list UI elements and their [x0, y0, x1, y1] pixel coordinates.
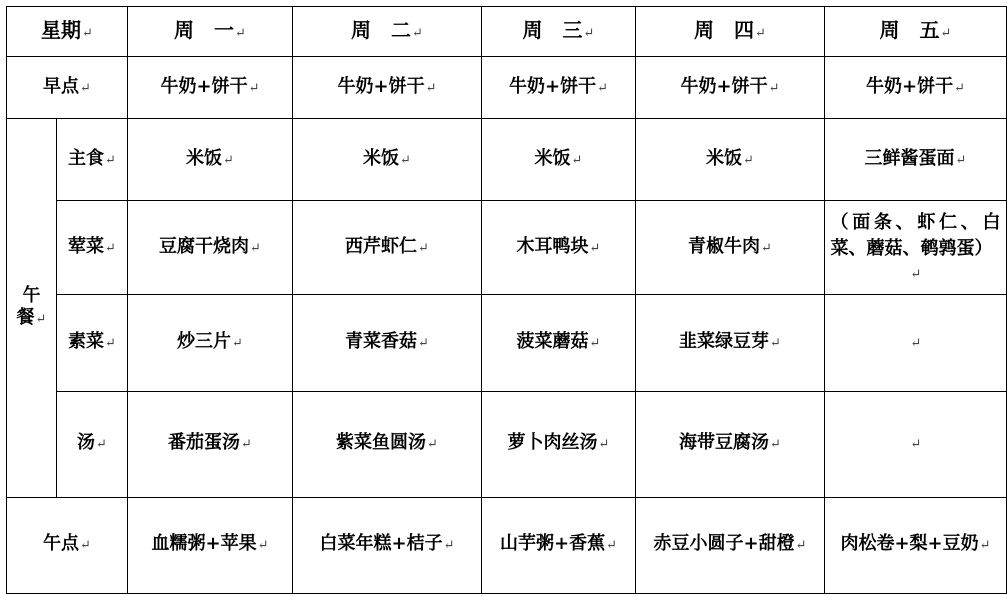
meat-cell: 木耳鸭块↵	[482, 201, 636, 295]
breakfast-row	[7, 57, 1007, 119]
lunch-veg-row	[7, 295, 1007, 391]
snack-cell: 白菜年糕+桔子↵	[293, 497, 482, 593]
soup-cell: 番茄蛋汤↵	[128, 391, 293, 497]
lunch-soup-row	[7, 391, 1007, 497]
day-header-fri: 周 五↵	[825, 7, 1007, 57]
snack-cell: 血糯粥+苹果↵	[128, 497, 293, 593]
day-header-tue: 周 二↵	[293, 7, 482, 57]
meat-label: 荤菜↵	[57, 201, 128, 295]
soup-label: 汤↵	[57, 391, 128, 497]
snack-label: 午点↵	[7, 497, 128, 593]
header-row	[7, 7, 1007, 57]
meat-cell: 西芹虾仁↵	[293, 201, 482, 295]
meat-cell-noodle-note: （面条、虾仁、白菜、蘑菇、鹌鹑蛋）↵	[825, 201, 1007, 295]
veg-label: 素菜↵	[57, 295, 128, 391]
breakfast-cell: 牛奶+饼干↵	[128, 57, 293, 119]
soup-cell: 紫菜鱼圆汤↵	[293, 391, 482, 497]
meat-cell: 豆腐干烧肉↵	[128, 201, 293, 295]
veg-cell: 菠菜蘑菇↵	[482, 295, 636, 391]
day-header-label: 星期↵	[7, 7, 128, 57]
veg-cell: 炒三片↵	[128, 295, 293, 391]
soup-cell: 海带豆腐汤↵	[636, 391, 825, 497]
snack-cell: 肉松卷+梨+豆奶↵	[825, 497, 1007, 593]
noodle-ingredients: （面条、虾仁、白菜、蘑菇、鹌鹑蛋）	[830, 211, 1001, 259]
staple-cell: 米饭↵	[293, 119, 482, 201]
breakfast-cell: 牛奶+饼干↵	[482, 57, 636, 119]
soup-cell: 萝卜肉丝汤↵	[482, 391, 636, 497]
snack-cell: 赤豆小圆子+甜橙↵	[636, 497, 825, 593]
breakfast-label: 早点↵	[7, 57, 128, 119]
lunch-staple-row	[7, 119, 1007, 201]
veg-cell: 韭菜绿豆芽↵	[636, 295, 825, 391]
breakfast-cell: 牛奶+饼干↵	[636, 57, 825, 119]
snack-cell: 山芋粥+香蕉↵	[482, 497, 636, 593]
breakfast-cell: 牛奶+饼干↵	[293, 57, 482, 119]
veg-cell: 青菜香菇↵	[293, 295, 482, 391]
staple-cell: 米饭↵	[482, 119, 636, 201]
weekly-menu-table	[6, 6, 1007, 594]
staple-cell: 三鲜酱蛋面↵	[825, 119, 1007, 201]
staple-cell: 米饭↵	[636, 119, 825, 201]
snack-row	[7, 497, 1007, 593]
meat-cell: 青椒牛肉↵	[636, 201, 825, 295]
day-header-thu: 周 四↵	[636, 7, 825, 57]
veg-cell-empty: ↵	[825, 295, 1007, 391]
staple-label: 主食↵	[57, 119, 128, 201]
staple-cell: 米饭↵	[128, 119, 293, 201]
breakfast-cell: 牛奶+饼干↵	[825, 57, 1007, 119]
lunch-meat-row	[7, 201, 1007, 295]
day-header-mon: 周 一↵	[128, 7, 293, 57]
day-header-wed: 周 三↵	[482, 7, 636, 57]
lunch-label: 午 餐↵	[7, 119, 57, 498]
soup-cell-empty: ↵	[825, 391, 1007, 497]
